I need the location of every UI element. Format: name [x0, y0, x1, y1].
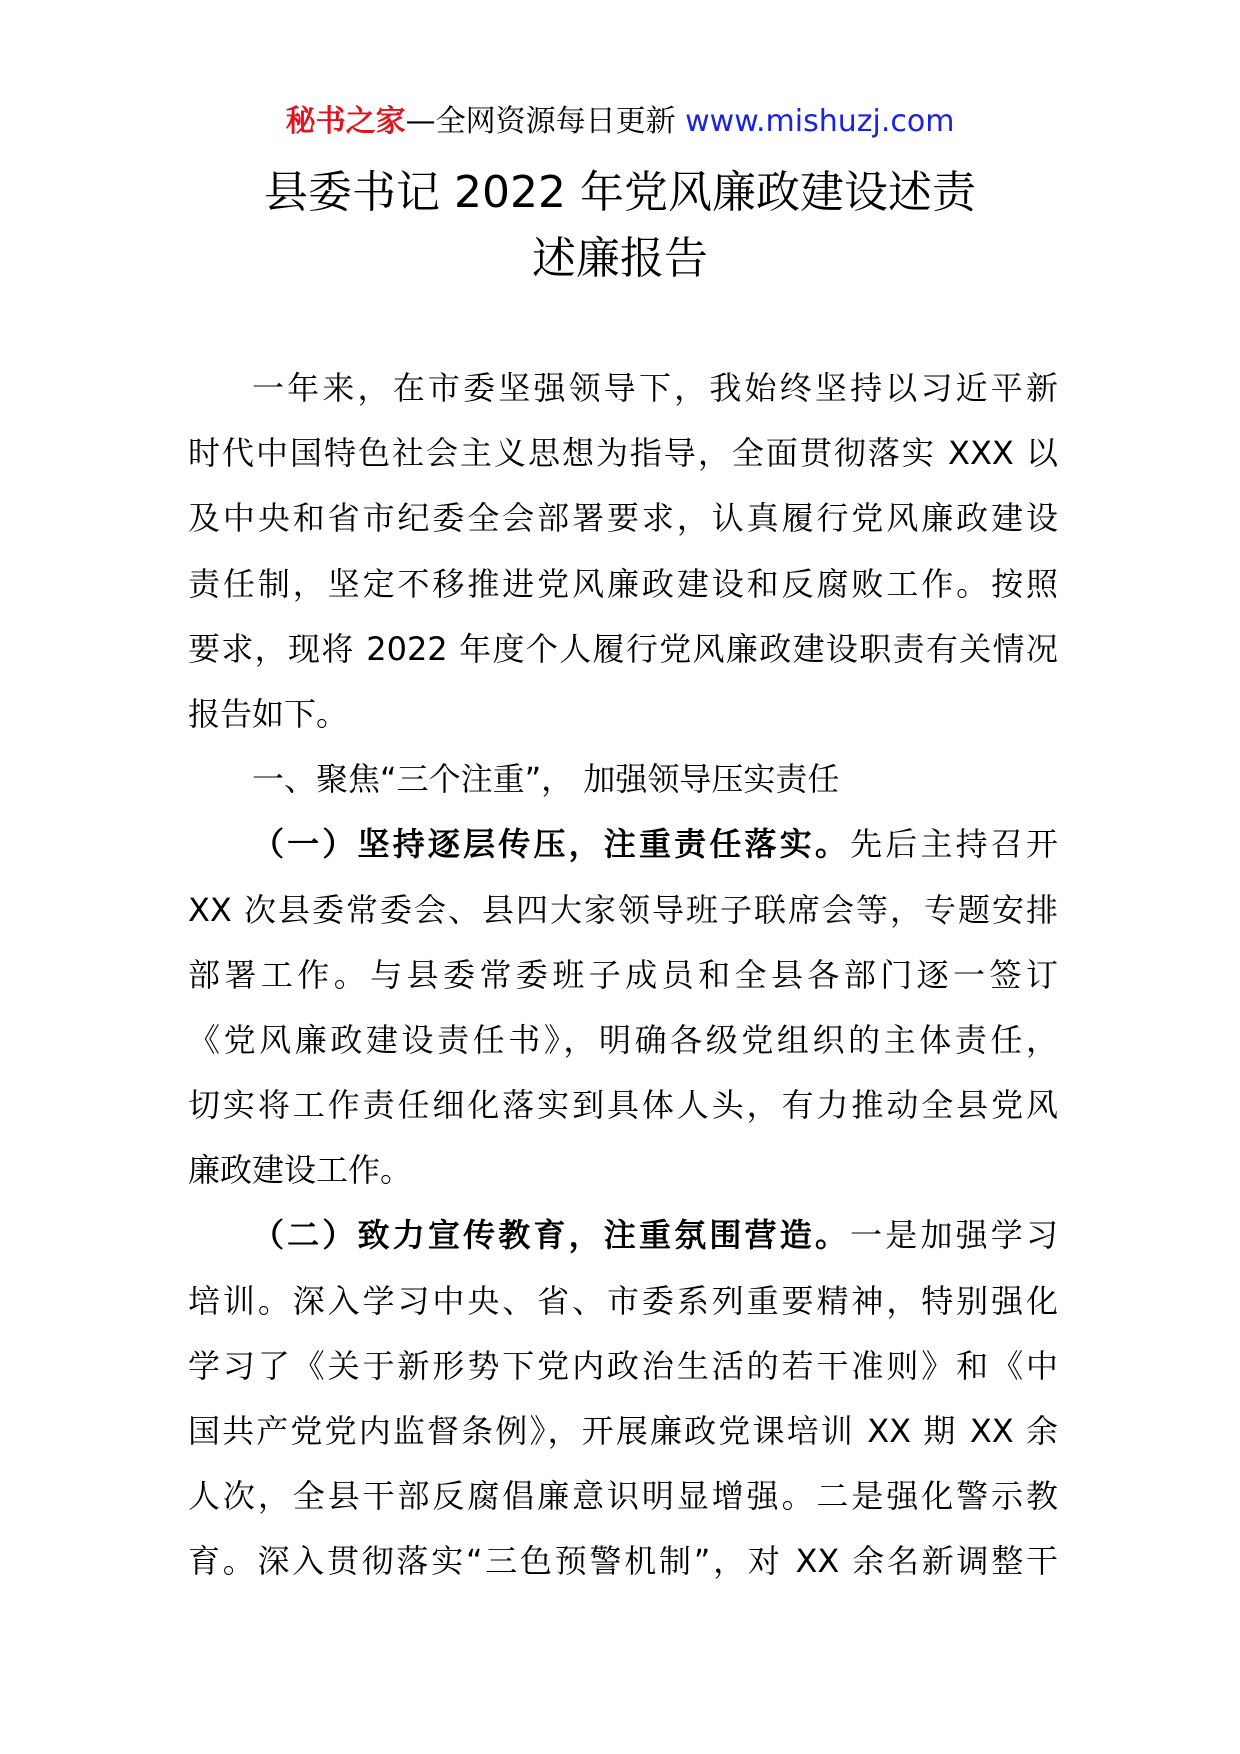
text-fragment: 一是加强学习	[850, 1216, 1058, 1255]
text-line: 及中央和省市纪委全会部署要求，认真履行党风廉政建设	[188, 499, 1058, 538]
text-line: 切实将工作责任细化落实到具体人头，有力推动全县党风	[188, 1086, 1058, 1125]
site-banner	[0, 100, 1240, 144]
subsection-1	[188, 812, 1058, 1203]
section-heading: 一、聚焦“三个注重”， 加强领导压实责任	[252, 760, 840, 799]
brand-name: 秘书之家	[285, 104, 406, 139]
subsection-heading: （一）坚持逐层传压，注重责任落实。	[252, 825, 851, 864]
intro-paragraph	[188, 356, 1058, 747]
text-line: XX 次县委常委会、县四大家领导班子联席会等，专题安排	[188, 890, 1058, 929]
text-line	[188, 1203, 1058, 1268]
text-line: 廉政建设工作。	[188, 1151, 413, 1190]
document-body	[188, 356, 1058, 1595]
text-line: 育。深入贯彻落实“三色预警机制”，对 XX 余名新调整干	[188, 1542, 1058, 1581]
subsection-heading: （二）致力宣传教育，注重氛围营造。	[252, 1216, 851, 1255]
text-line: 要求，现将 2022 年度个人履行党风廉政建设职责有关情况	[188, 629, 1058, 668]
banner-tagline: —全网资源每日更新	[405, 104, 676, 139]
text-line: 培训。深入学习中央、省、市委系列重要精神，特别强化	[188, 1281, 1058, 1320]
text-line: 部署工作。与县委常委班子成员和全县各部门逐一签订	[188, 955, 1058, 994]
text-line: 时代中国特色社会主义思想为指导，全面贯彻落实 XXX 以	[188, 434, 1058, 473]
text-line: 学习了《关于新形势下党内政治生活的若干准则》和《中	[188, 1346, 1058, 1385]
site-url: www.mishuzj.com	[685, 104, 955, 139]
title-line-2: 述廉报告	[532, 233, 708, 284]
document-title	[0, 160, 1240, 292]
subsection-2	[188, 1203, 1058, 1594]
text-line: 责任制，坚定不移推进党风廉政建设和反腐败工作。按照	[188, 564, 1058, 603]
text-line: 国共产党党内监督条例》，开展廉政党课培训 XX 期 XX 余	[188, 1412, 1058, 1450]
text-fragment: 先后主持召开	[850, 825, 1058, 864]
text-line	[188, 812, 1058, 877]
text-line: 一年来，在市委坚强领导下，我始终坚持以习近平新	[252, 369, 1058, 407]
title-line-1: 县委书记 2022 年党风廉政建设述责	[264, 167, 976, 218]
text-line: 《党风廉政建设责任书》，明确各级党组织的主体责任，	[188, 1020, 1058, 1059]
text-line: 报告如下。	[188, 694, 349, 733]
text-line: 人次，全县干部反腐倡廉意识明显增强。二是强化警示教	[188, 1477, 1058, 1516]
